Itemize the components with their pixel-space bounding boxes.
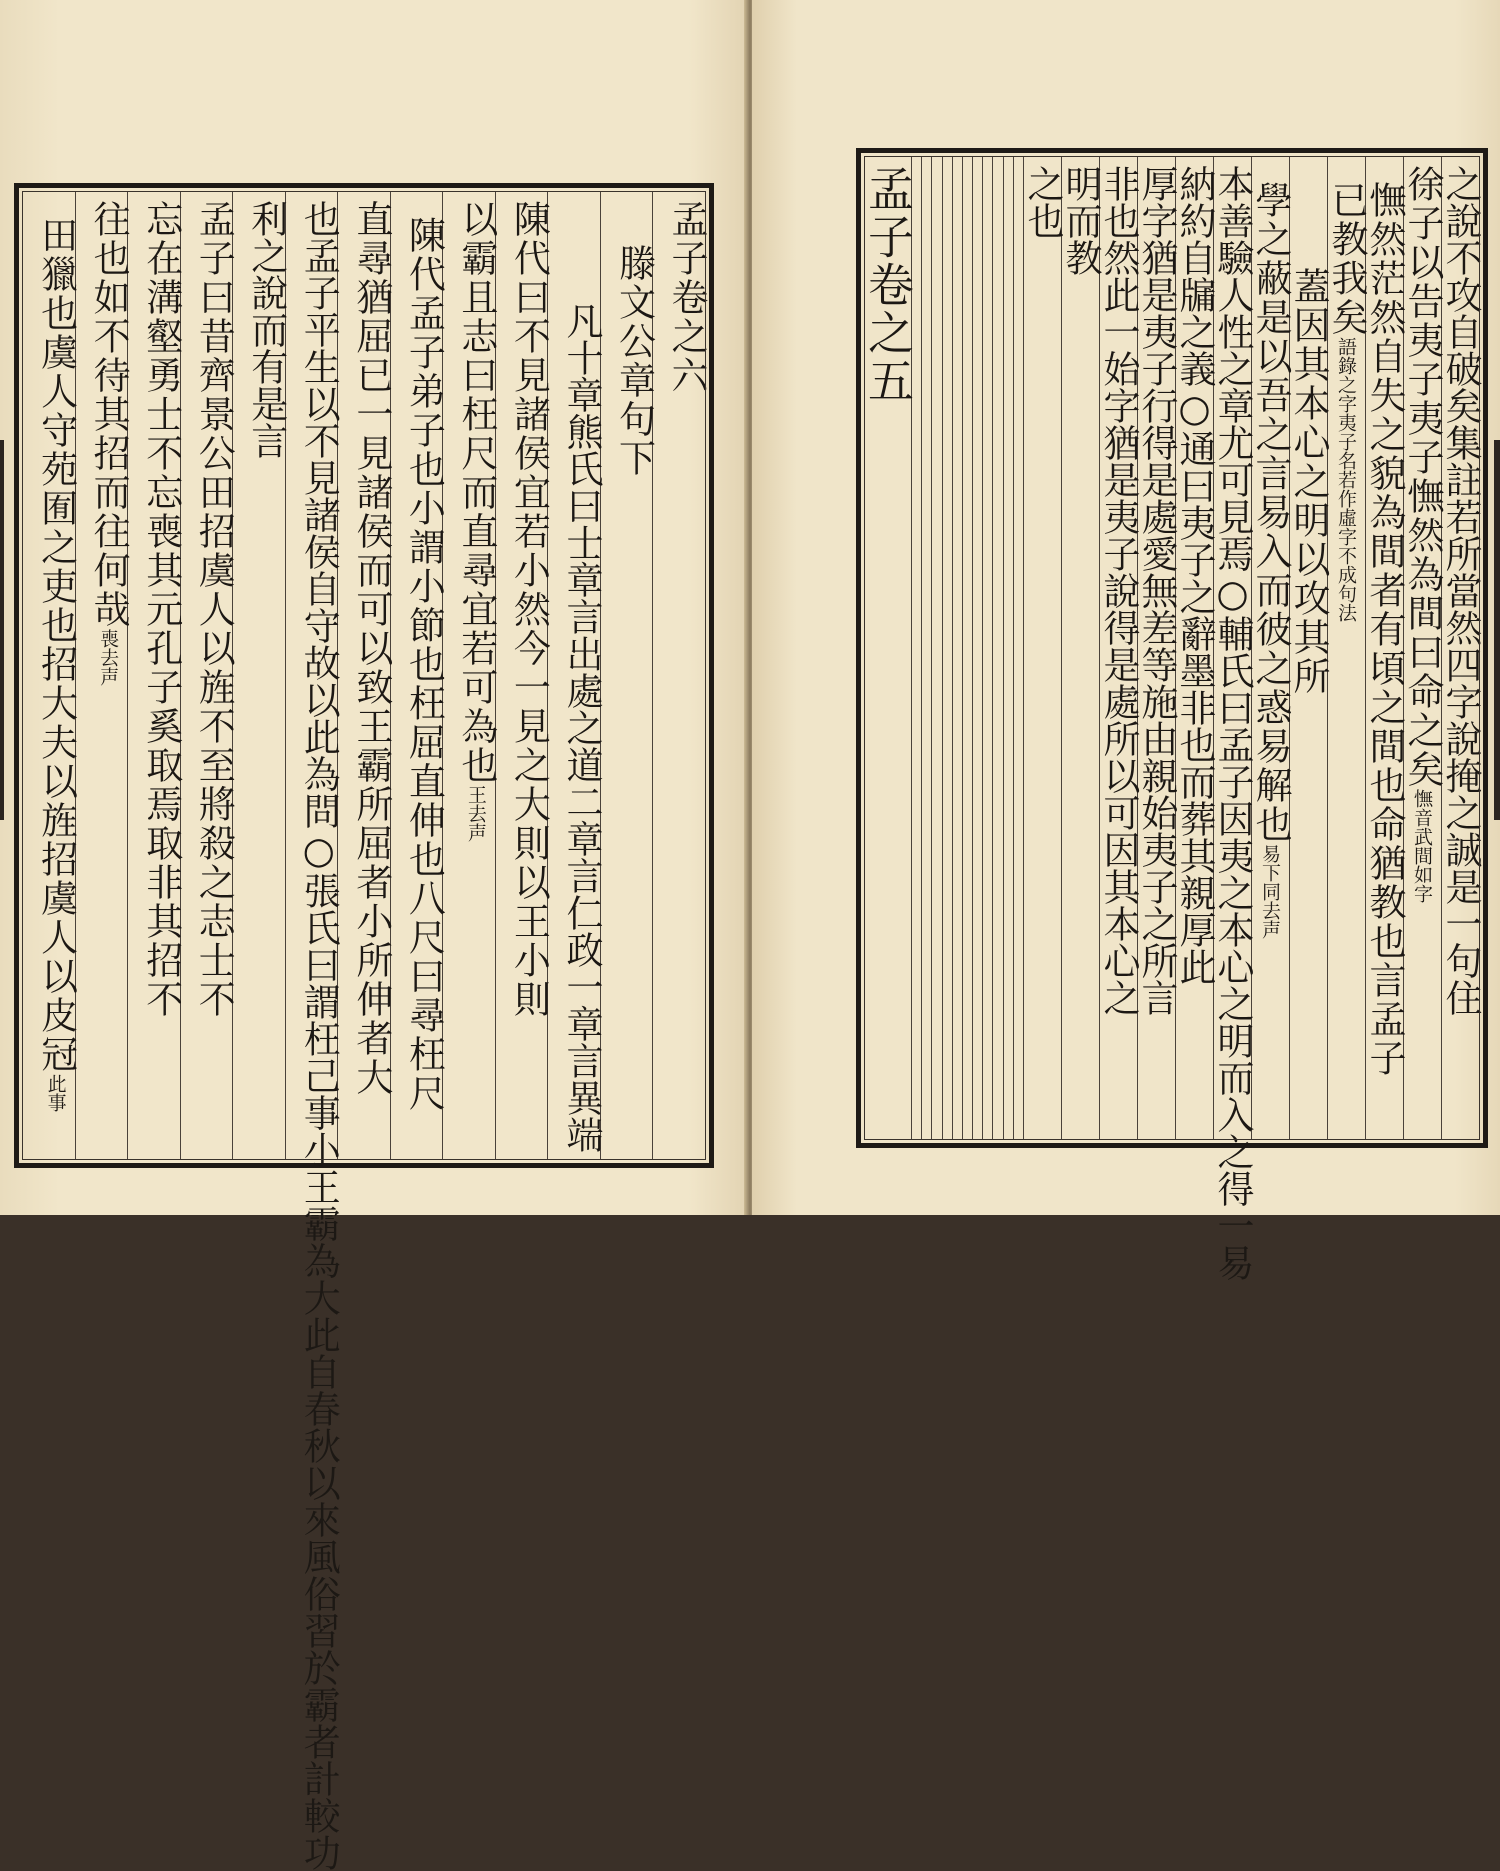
commentary-note-column: 納約自牖之義○通曰夷子之辭墨非也而葬其親厚此 bbox=[1175, 157, 1213, 1139]
chapter-title: 滕文公章句下 bbox=[600, 192, 653, 1159]
blank-column bbox=[1013, 157, 1023, 1139]
volume-title-left: 孟子卷之六 bbox=[652, 192, 705, 1159]
text-column: 往也如不待其招而往何哉喪去声 bbox=[75, 192, 128, 1159]
left-text-frame bbox=[14, 183, 714, 1871]
commentary-column: 陳代孟子弟子也小謂小節也枉屈直伸也八尺曰尋枉尺 bbox=[390, 192, 443, 1159]
commentary-column: 蓋因其本心之明以攻其所 bbox=[1289, 157, 1327, 1139]
left-columns bbox=[23, 192, 708, 1871]
commentary-column: 直尋猶屈已一見諸侯而可以致王霸所屈者小所伸者大 bbox=[337, 192, 390, 1159]
right-page bbox=[752, 0, 1500, 1281]
blank-column bbox=[972, 157, 982, 1139]
commentary-column: 田獵也虞人守苑囿之吏也招大夫以旌招虞人以皮冠此事 bbox=[34, 216, 78, 1112]
commentary-note-column: 非也然此一始字猶是夷子說得是處所以可因其本心之 bbox=[1099, 157, 1137, 1139]
blank-column bbox=[992, 157, 1002, 1139]
text-column: 忘在溝壑勇士不忘喪其元孔子奚取焉取非其招不 bbox=[127, 192, 180, 1159]
blank-column bbox=[942, 157, 952, 1139]
commentary-note-column: 之說不攻自破矣集註若所當然四字說掩之誠是一句住 bbox=[1441, 157, 1479, 1139]
right-text-frame bbox=[856, 148, 1488, 1281]
blank-column bbox=[962, 157, 972, 1139]
commentary-note-column: 也孟子平生以不見諸侯自守故以此為問○張氏曰謂枉己事小王霸為大此自春秋以來風俗習於霸者計較功 bbox=[285, 192, 338, 1159]
commentary-note-column: 本善驗人性之章尤可見焉○輔氏曰孟子因夷之本心之明而入之得一易 bbox=[1213, 157, 1251, 1139]
blank-column bbox=[982, 157, 992, 1139]
commentary-column: 已教我矣語錄之字夷子名若作虛字不成句法 bbox=[1327, 157, 1365, 1139]
commentary-note-column: 厚字猶是夷子行得是處愛無差等施由親始夷子之所言 bbox=[1137, 157, 1175, 1139]
right-columns bbox=[860, 157, 1482, 1281]
left-page bbox=[0, 0, 748, 1871]
chapter-summary-note: 凡十章熊氏曰士章言出處之道二章言仁政一章言異端 bbox=[547, 192, 600, 1159]
blank-column bbox=[1003, 157, 1013, 1139]
text-column: 徐子以告夷子夷子憮然為間曰命之矣憮音武間如字 bbox=[1403, 157, 1441, 1139]
commentary-note-column: 明而教 bbox=[1061, 157, 1099, 1139]
commentary-note-column: 利之說而有是言 bbox=[232, 192, 285, 1159]
text-column: 陳代曰不見諸侯宜若小然今一見之大則以王小則 bbox=[495, 192, 548, 1159]
blank-column bbox=[921, 157, 931, 1139]
commentary-note-column: 之也 bbox=[1023, 157, 1061, 1139]
commentary-column: 憮然茫然自失之貌為間者有頃之間也命猶教也言孟子 bbox=[1365, 157, 1403, 1139]
blank-column bbox=[952, 157, 962, 1139]
text-column: 以霸且志曰枉尺而直尋宜若可為也王去声 bbox=[442, 192, 495, 1159]
volume-title-right: 孟子卷之五 bbox=[860, 165, 915, 405]
commentary-column: 學之蔽是以吾之言易入而彼之惑易解也易下同去声 bbox=[1251, 157, 1289, 1139]
text-column: 孟子曰昔齊景公田招虞人以旌不至將殺之志士不 bbox=[180, 192, 233, 1159]
blank-column bbox=[931, 157, 941, 1139]
